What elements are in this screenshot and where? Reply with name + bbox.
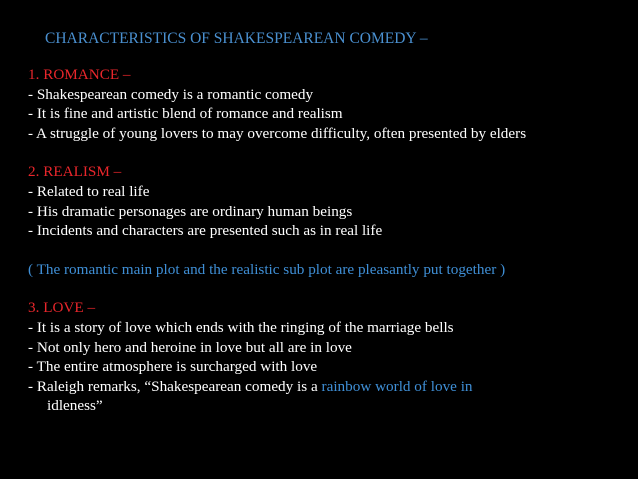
spacer — [28, 241, 628, 260]
raleigh-quote — [28, 377, 628, 397]
bullet-point: - It is fine and artistic blend of romance and realism — [28, 105, 343, 123]
quote-highlight: rainbow world of love in — [321, 377, 473, 395]
section-heading-realism: 2. REALISM – — [28, 163, 122, 181]
spacer — [28, 143, 628, 162]
bullet-point: - It is a story of love which ends with the ringing of the marriage bells — [28, 318, 454, 336]
spacer — [28, 279, 628, 298]
bullet-point: - The entire atmosphere is surcharged with love — [28, 358, 318, 376]
slide-title: CHARACTERISTICS OF SHAKESPEAREAN COMEDY – — [45, 30, 428, 47]
bullet-point: - His dramatic personages are ordinary human beings — [28, 202, 353, 220]
quote-continuation: idleness” — [47, 397, 103, 415]
bullet-point: - A struggle of young lovers to may overcome difficulty, often presented by elders — [28, 124, 527, 142]
section-heading-love: 3. LOVE – — [28, 299, 96, 317]
quote-prefix: - Raleigh remarks, “Shakespearean comedy is a — [28, 377, 322, 395]
bullet-point: - Incidents and characters are presented such as in real life — [28, 222, 383, 240]
bullet-point: - Shakespearean comedy is a romantic comedy — [28, 85, 314, 103]
bullet-point: - Not only hero and heroine in love but all are in love — [28, 338, 352, 356]
plot-note: ( The romantic main plot and the realistic sub plot are pleasantly put together ) — [28, 260, 506, 278]
section-heading-romance: 1. ROMANCE – — [28, 66, 131, 83]
bullet-point: - Related to real life — [28, 182, 150, 200]
slide-body — [28, 65, 628, 416]
